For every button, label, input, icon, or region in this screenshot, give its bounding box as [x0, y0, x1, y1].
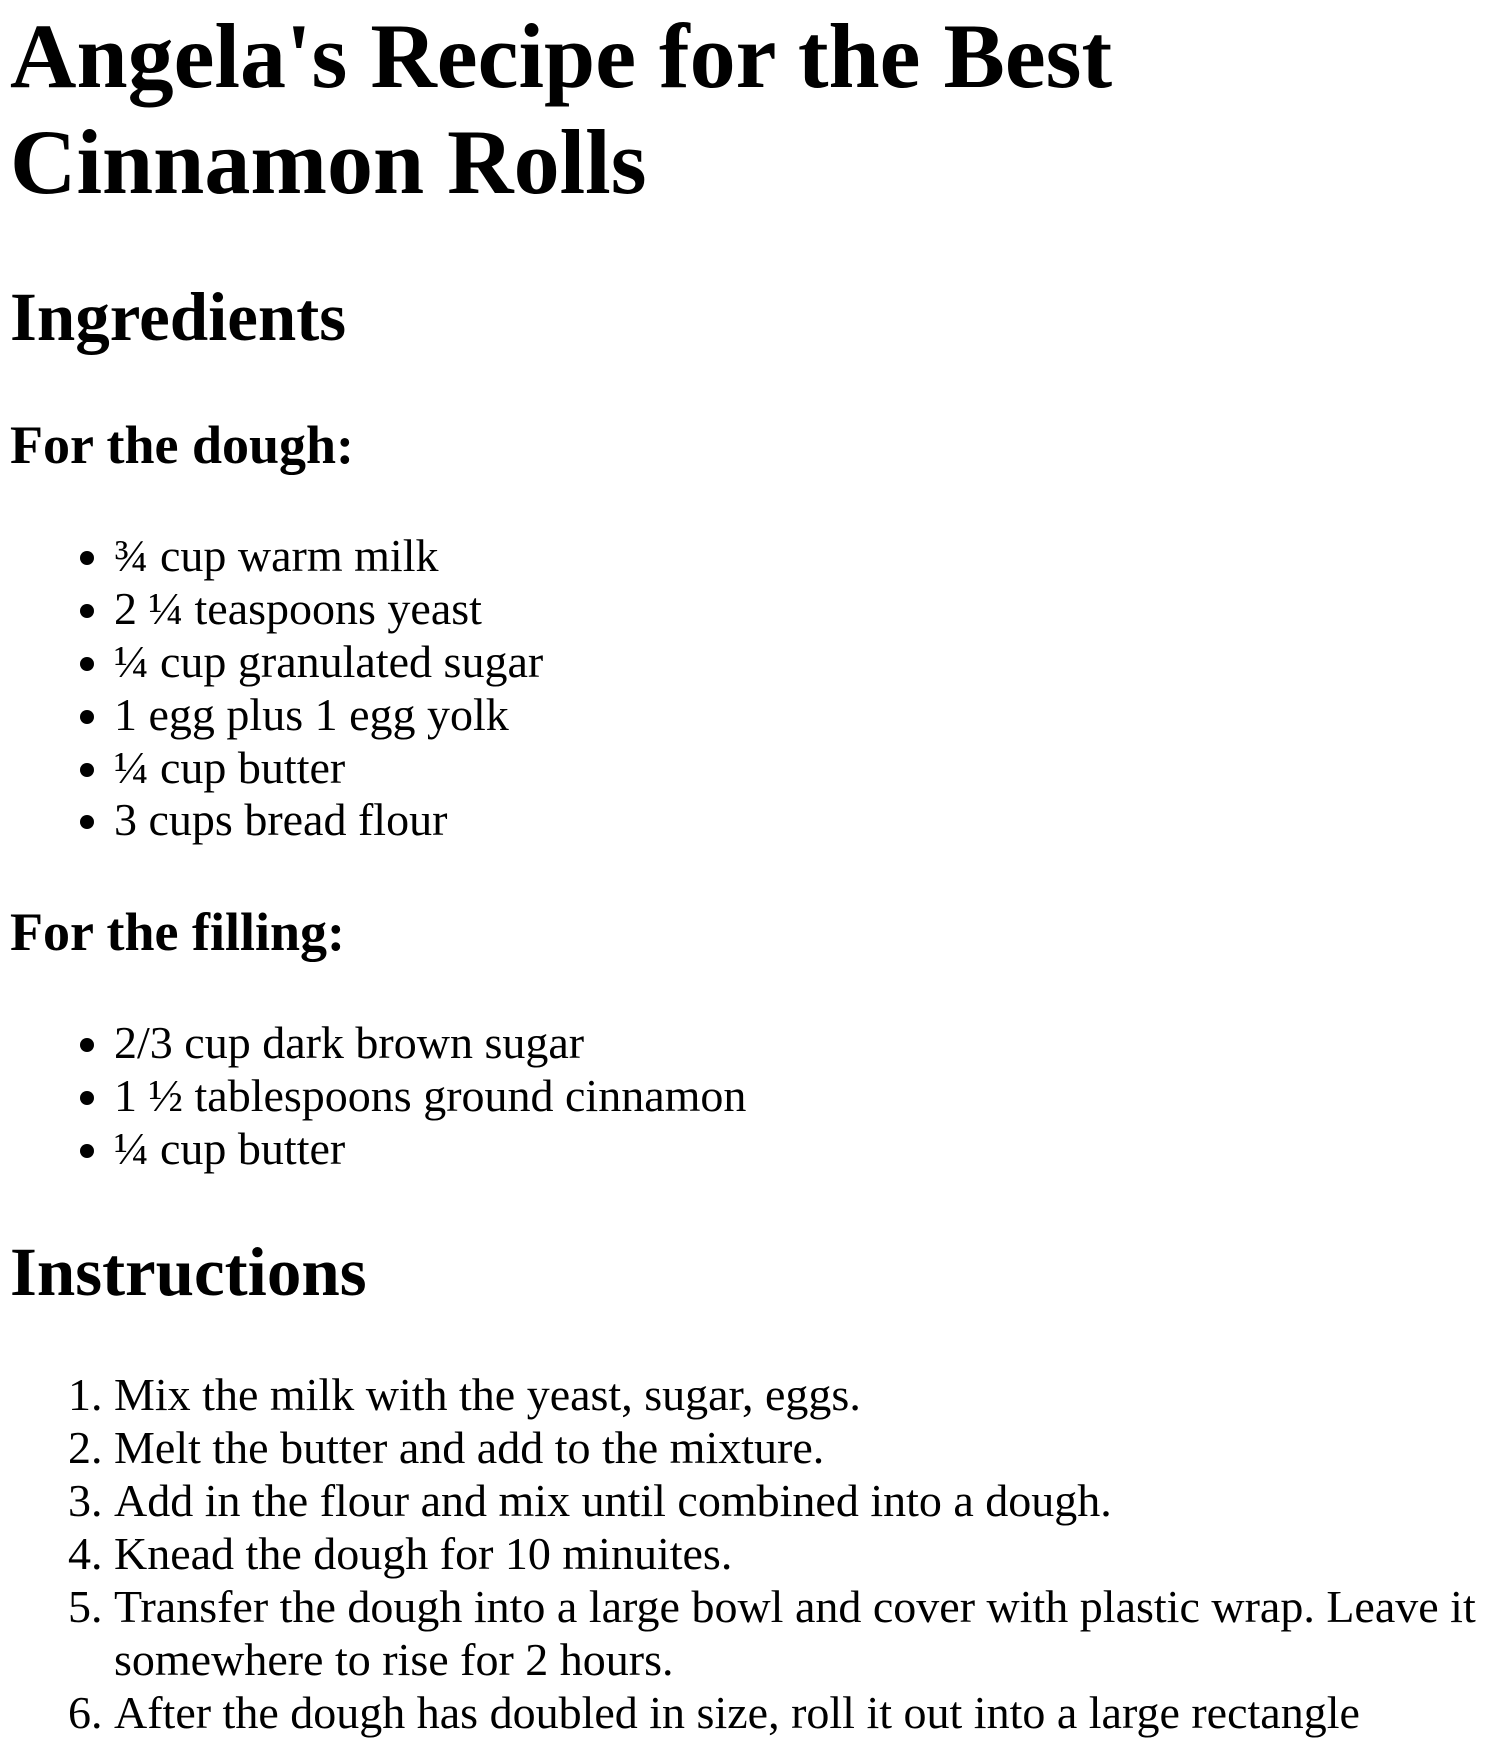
list-item: • ¼ cup butter: [114, 1123, 1494, 1176]
list-item: • 2 ¼ teaspoons yeast: [114, 583, 1494, 636]
list-item: • ¾ cup warm milk: [114, 530, 1494, 583]
list-item: 3. Add in the flour and mix until combined into a dough.: [114, 1475, 1494, 1528]
dough-subheading: For the dough:: [10, 414, 355, 475]
filling-subheading: For the filling:: [10, 902, 345, 963]
instructions-list: [10, 1369, 1494, 1739]
list-item: 1. Mix the milk with the yeast, sugar, eggs.: [114, 1369, 1494, 1422]
list-item: • 1 ½ tablespoons ground cinnamon: [114, 1070, 1494, 1123]
page-title: Angela's Recipe for the Best Cinnamon Rolls: [10, 5, 1113, 213]
list-item: • 2/3 cup dark brown sugar: [114, 1017, 1494, 1070]
list-item: 2. Melt the butter and add to the mixture.: [114, 1422, 1494, 1475]
list-item: • 3 cups bread flour: [114, 794, 1494, 847]
recipe-page: [0, 4, 1504, 1740]
filling-ingredients-list: [10, 1017, 1494, 1176]
list-item: • ¼ cup butter: [114, 742, 1494, 795]
list-item: 6. After the dough has doubled in size, roll it out into a large rectangle: [114, 1687, 1494, 1740]
list-item: • 1 egg plus 1 egg yolk: [114, 689, 1494, 742]
list-item: 4. Knead the dough for 10 minuites.: [114, 1528, 1494, 1581]
instructions-heading: Instructions: [10, 1234, 367, 1311]
list-item: 5. Transfer the dough into a large bowl and cover with plastic wrap. Leave it somewhere to rise for 2 hours.: [114, 1581, 1494, 1687]
ingredients-heading: Ingredients: [10, 278, 347, 355]
list-item: • ¼ cup granulated sugar: [114, 636, 1494, 689]
dough-ingredients-list: [10, 530, 1494, 847]
